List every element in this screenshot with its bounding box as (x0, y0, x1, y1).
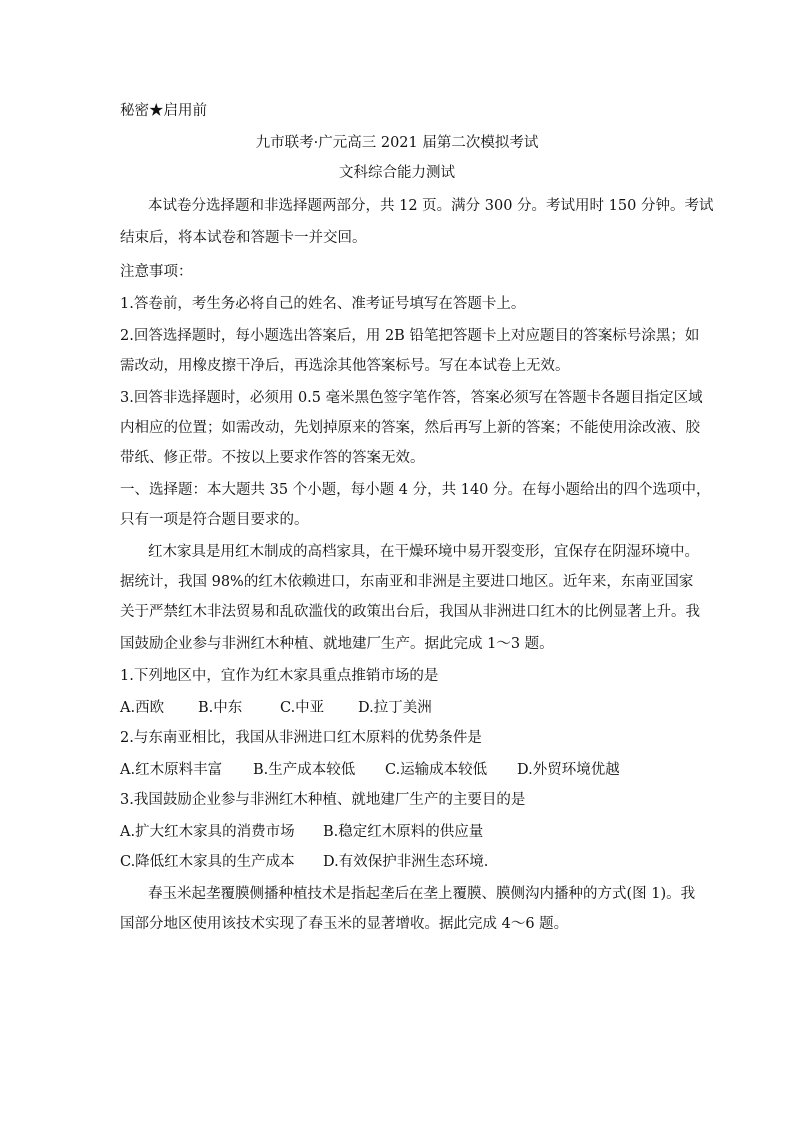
question-3-stem: 3.我国鼓励企业参与非洲红木种植、就地建厂生产的主要目的是 (120, 792, 526, 808)
option-d: D.外贸环境优越 (517, 762, 620, 778)
question-3-options-row-1 (120, 822, 483, 842)
option-c: C.中亚 (280, 700, 325, 716)
option-d: D.拉丁美洲 (358, 700, 432, 716)
option-a: A.红木原料丰富 (120, 762, 223, 778)
note-3-line-1: 3.回答非选择题时，必须用 0.5 毫米黑色签字笔作答，答案必须写在答题卡各题目指定区域 (120, 390, 703, 406)
secret-mark: 秘密★启用前 (120, 103, 207, 119)
question-2-stem: 2.与东南亚相比，我国从非洲进口红木原料的优势条件是 (120, 730, 482, 746)
subject-title: 文科综合能力测试 (339, 165, 455, 181)
passage-1-line-1: 红木家具是用红木制成的高档家具，在干燥环境中易开裂变形，宜保存在阴湿环境中。 (148, 544, 699, 560)
passage-1-line-4: 国鼓励企业参与非洲红木种植、就地建厂生产。据此完成 1～3 题。 (120, 636, 554, 652)
note-3-line-2: 内相应的位置；如需改动，先划掉原来的答案，然后再写上新的答案；不能使用涂改液、胶 (120, 420, 700, 436)
note-2-line-1: 2.回答选择题时，每小题选出答案后，用 2B 铅笔把答题卡上对应题目的答案标号涂黑；如 (120, 328, 700, 344)
question-3-options-row-2 (120, 852, 488, 872)
option-c: C.运输成本较低 (385, 762, 488, 778)
exam-title: 九市联考·广元高三 2021 届第二次模拟考试 (255, 135, 539, 151)
passage-1-line-2: 据统计，我国 98%的红木依赖进口，东南亚和非洲是主要进口地区。近年来，东南亚国家 (120, 574, 694, 590)
intro-line-2: 结束后，将本试卷和答题卡一并交回。 (120, 230, 367, 246)
note-2-line-2: 需改动，用橡皮擦干净后，再选涂其他答案标号。写在本试卷上无效。 (120, 358, 570, 374)
option-a: A.西欧 (120, 700, 165, 716)
passage-2-line-1: 春玉米起垄覆膜侧播种植技术是指起垄后在垄上覆膜、膜侧沟内播种的方式(图 1)。我 (148, 886, 696, 902)
option-a: A.扩大红木家具的消费市场 (120, 824, 295, 840)
question-1-stem: 1.下列地区中，宜作为红木家具重点推销市场的是 (120, 668, 439, 684)
option-b: B.生产成本较低 (253, 762, 356, 778)
note-3-line-3: 带纸、修正带。不按以上要求作答的答案无效。 (120, 450, 425, 466)
passage-1-line-3: 关于严禁红木非法贸易和乱砍滥伐的政策出台后，我国从非洲进口红木的比例显著上升。我 (120, 604, 700, 620)
passage-2-line-2: 国部分地区使用该技术实现了春玉米的显著增收。据此完成 4～6 题。 (120, 916, 569, 932)
option-b: B.稳定红木原料的供应量 (323, 824, 484, 840)
intro-line-1: 本试卷分选择题和非选择题两部分，共 12 页。满分 300 分。考试用时 150 分钟。考试 (148, 198, 714, 214)
question-1-options (120, 698, 432, 718)
option-d: D.有效保护非洲生态环境. (323, 854, 489, 870)
option-c: C.降低红木家具的生产成本 (120, 854, 295, 870)
note-1: 1.答卷前，考生务必将自己的姓名、准考证号填写在答题卡上。 (120, 296, 526, 312)
section-1-line-2: 只有一项是符合题目要求的。 (120, 512, 309, 528)
notes-heading: 注意事项： (120, 264, 193, 280)
option-b: B.中东 (198, 700, 243, 716)
question-2-options (120, 760, 620, 780)
section-1-line-1: 一、选择题：本大题共 35 个小题，每小题 4 分，共 140 分。在每小题给出的四个选项中， (120, 482, 711, 498)
